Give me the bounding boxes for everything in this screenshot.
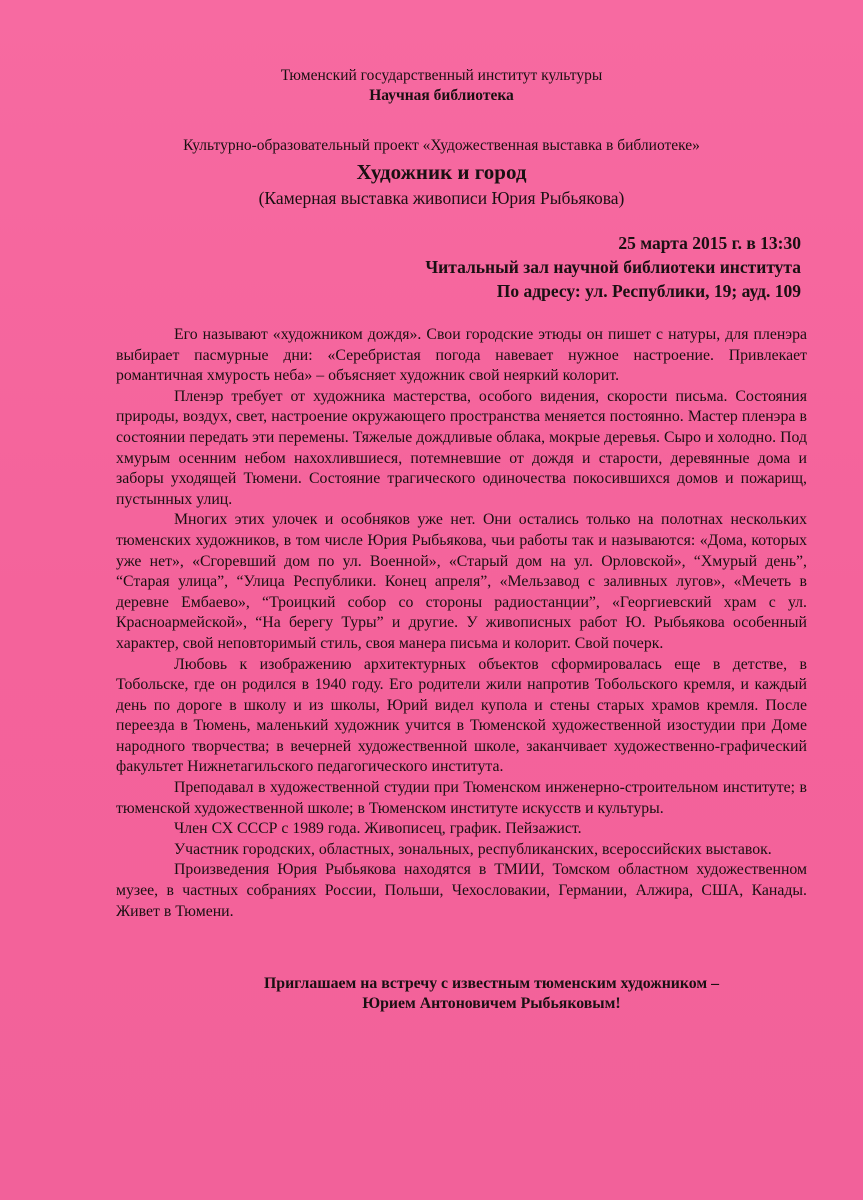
exhibition-subtitle: (Камерная выставка живописи Юрия Рыбьякова) <box>258 188 625 208</box>
event-address: По адресу: ул. Республики, 19; ауд. 109 <box>496 281 801 301</box>
paragraph: Произведения Юрия Рыбьякова находятся в ТМИИ, Томском областном художественном музее, в частных собраниях России, Польши, Чехословакии, Германии, Алжира, США, Канады. Живет в Тюмени. <box>116 861 807 920</box>
exhibition-title: Художник и город <box>356 160 527 184</box>
paragraph: Его называют «художником дождя». Свои городские этюды он пишет с натуры, для пленэра выбирает пасмурные дни: «Серебристая погода навевает нужное настроение. Привлекает романтичная хмурость неба» – объясняет художник свой неяркий колорит. <box>116 326 807 385</box>
paragraph: Многих этих улочек и особняков уже нет. Они остались только на полотнах нескольких тюменских художников, в том числе Юрия Рыбьякова, чьи работы так и называются: «Дома, которых уже нет», «Сгоревший дом по ул. Военной», «Старый дом на ул. Орловской», “Хмурый день”, “Старая улица”, “Улица Республики. Конец апреля”, «Мельзавод с заливных лугов», «Мечеть в деревне Ембаево», “Троицкий собор со стороны радиостанции”, «Георгиевский храм с ул. Красноармейской», “На берегу Туры” и другие. У живописных работ Ю. Рыбьякова особенный характер, свой неповторимый стиль, своя манера письма и колорит. Свой почерк. <box>116 511 807 652</box>
event-date: 25 марта 2015 г. в 13:30 <box>618 233 801 253</box>
library-name: Научная библиотека <box>369 87 514 104</box>
paragraph: Член СХ СССР с 1989 года. Живописец, график. Пейзажист. <box>174 820 582 838</box>
invitation-line-2: Юрием Антоновичем Рыбьяковым! <box>362 995 621 1013</box>
invitation-line-1: Приглашаем на встречу с известным тюменским художником – <box>264 975 719 993</box>
paragraph: Участник городских, областных, зональных, республиканских, всероссийских выставок. <box>174 840 772 858</box>
event-place: Читальный зал научной библиотеки института <box>425 257 801 277</box>
flyer-header <box>76 66 807 209</box>
paragraph: Пленэр требует от художника мастерства, особого видения, скорости письма. Состояния природы, воздух, свет, настроение окружающего пространства меняется постоянно. Мастер пленэра в состоянии передать эти перемены. Тяжелые дождливые облака, мокрые деревья. Сыро и холодно. Под хмурым осенним небом нахохлившиеся, потемневшие от дождя и старости, деревянные дома и заборы уходящей Тюмени. Состояние трагического одиночества покосившихся домов и пожарищ, пустынных улиц. <box>116 387 807 508</box>
event-details <box>116 231 801 303</box>
project-name: Культурно-образовательный проект «Художественная выставка в библиотеке» <box>183 137 700 154</box>
paragraph: Преподавал в художественной студии при Тюменском инженерно-строительном институте; в тюменской художественной школе; в Тюменском институте искусств и культуры. <box>116 779 807 817</box>
article-body <box>116 325 807 922</box>
invitation <box>176 974 807 1014</box>
institute-name: Тюменский государственный институт культуры <box>280 67 603 84</box>
paragraph: Любовь к изображению архитектурных объектов сформировалась еще в детстве, в Тобольске, где он родился в 1940 году. Его родители жили напротив Тобольского кремля, и каждый день по дороге в школу и из школы, Юрий видел купола и стены старых храмов кремля. После переезда в Тюмень, маленький художник учится в Тюменской художественной изостудии при Доме народного творчества; в вечерней художественной школе, заканчивает художественно-графический факультет Нижнетагильского педагогического института. <box>116 655 807 776</box>
